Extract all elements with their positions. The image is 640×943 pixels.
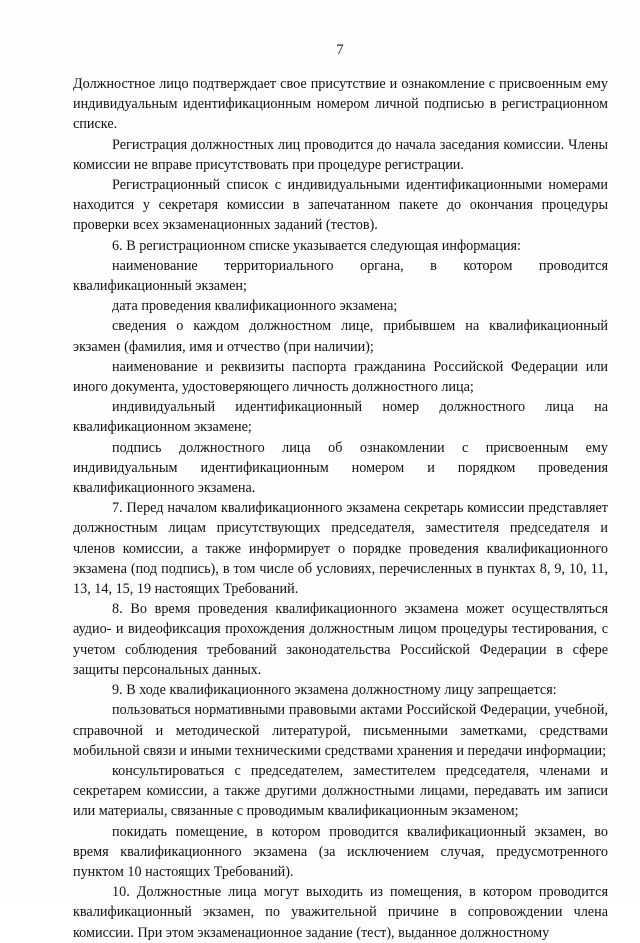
- section-8: 8. Во время проведения квалификационного экзамена может осуществляться аудио- и видеофиксация прохождения должностным лицом процедуры тестирования, с учетом соблюдения требований законодательства Российской Федерации в сфере защиты персональных данных.: [73, 601, 608, 678]
- paragraph: Регистрационный список с индивидуальными идентификационными номерами находится у секретаря комиссии в запечатанном пакете до окончания процедуры проверки всех экзаменационных заданий (тестов).: [73, 177, 608, 234]
- list-item: покидать помещение, в котором проводится квалификационный экзамен, во время квалификационного экзамена (за исключением случая, предусмотренного пунктом 10 настоящих Требований).: [73, 823, 608, 880]
- list-item: наименование и реквизиты паспорта гражданина Российской Федерации или иного документа, удостоверяющего личность должностного лица;: [73, 358, 608, 396]
- list-item: наименование территориального органа, в котором проводится квалификационный экзамен;: [73, 257, 608, 295]
- paragraph: Должностное лицо подтверждает свое присутствие и ознакомление с присвоенным ему индивидуальным идентификационным номером личной подписью в регистрационном списке.: [73, 76, 608, 133]
- list-item: индивидуальный идентификационный номер должностного лица на квалификационном экзамене;: [73, 399, 608, 436]
- section-7: 7. Перед началом квалификационного экзамена секретарь комиссии представляет должностным лицам присутствующих председателя, заместителя председателя и членов комиссии, а также информирует о порядке проведения квалификационного экзамена (под подпись), в том числе об условиях, перечисленных в пунктах 8, 9, 10, 11, 13, 14, 15, 19 настоящих Требований.: [73, 500, 608, 598]
- section-heading-9: 9. В ходе квалификационного экзамена должностному лицу запрещается:: [112, 682, 557, 699]
- section-10: 10. Должностные лица могут выходить из помещения, в котором проводится квалификационный экзамен, по уважительной причине в сопровождении члена комиссии. При этом экзаменационное задание (тест), выданное должностному: [73, 884, 608, 941]
- document-body: [73, 74, 608, 943]
- list-item: дата проведения квалификационного экзамена;: [112, 298, 398, 315]
- list-item: сведения о каждом должностном лице, прибывшем на квалификационный экзамен (фамилия, имя и отчество (при наличии);: [73, 318, 608, 355]
- paragraph: Регистрация должностных лиц проводится до начала заседания комиссии. Члены комиссии не вправе присутствовать при процедуре регистрации.: [73, 136, 608, 173]
- list-item: консультироваться с председателем, заместителем председателя, членами и секретарем комиссии, а также другими должностными лицами, передавать им записи или материалы, связанные с проводимым квалификационным экзаменом;: [73, 762, 608, 820]
- page-number: 7: [336, 42, 344, 58]
- section-heading-6: 6. В регистрационном списке указывается следующая информация:: [112, 237, 521, 254]
- list-item: подпись должностного лица об ознакомлении с присвоенным ему индивидуальным идентификационным номером и порядком проведения квалификационного экзамена.: [73, 439, 608, 497]
- list-item: пользоваться нормативными правовыми актами Российской Федерации, учебной, справочной и методической литературой, письменными заметками, средствами мобильной связи и иными техническими средствами хранения и передачи информации;: [73, 702, 608, 759]
